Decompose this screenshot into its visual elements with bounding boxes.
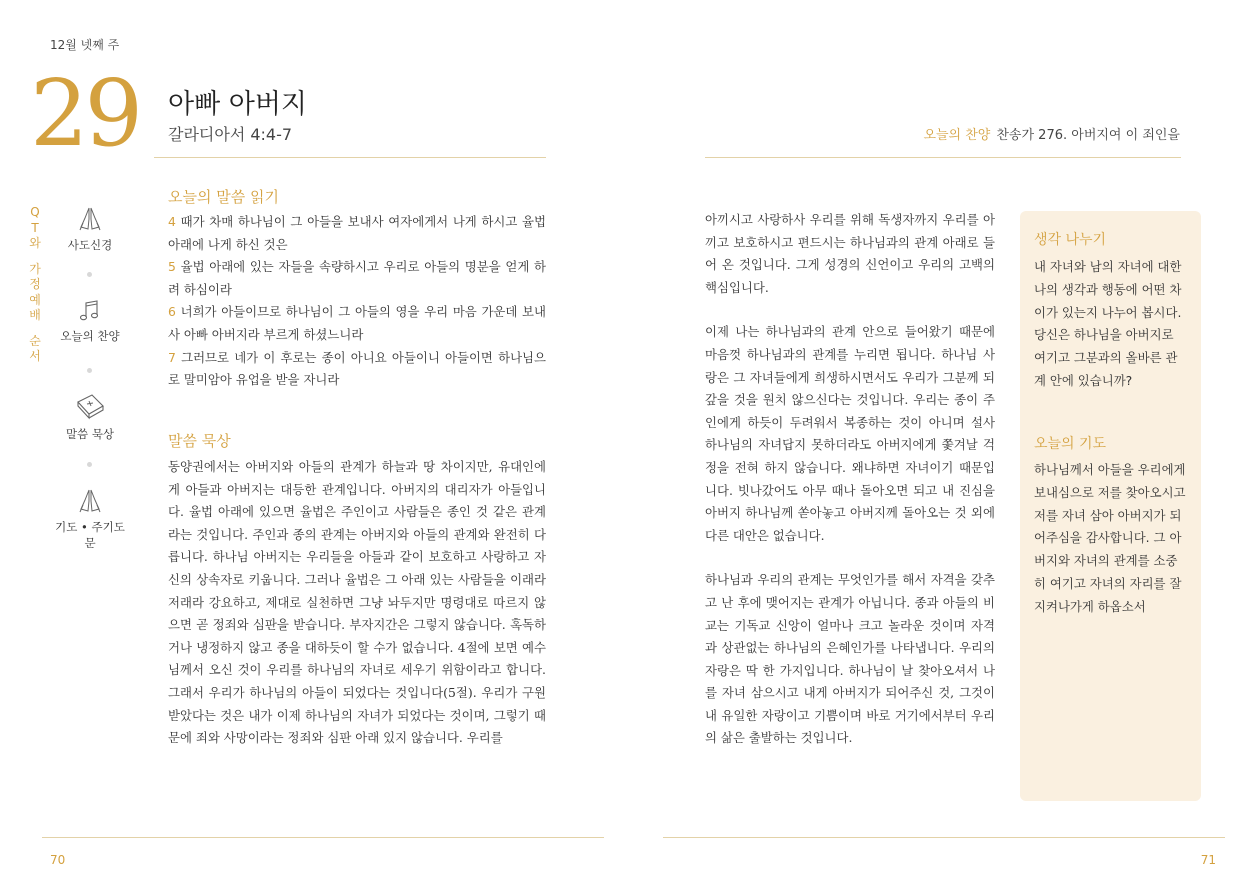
hymn-label: 오늘의 찬양 bbox=[923, 128, 991, 143]
header-divider-left bbox=[154, 157, 546, 158]
music-note-icon bbox=[77, 298, 103, 324]
verse bbox=[168, 211, 546, 256]
vertical-char: 예 bbox=[29, 292, 41, 307]
verse bbox=[168, 347, 546, 392]
vertical-char: 서 bbox=[29, 349, 41, 363]
prayer-text: 하나님께서 아들을 우리에게 보내심으로 저를 찾아오시고 저를 자녀 삼아 아버지가 되어주심을 감사합니다. 그 아버지와 자녀의 관계를 소중히 여기고 자녀의 자리를 잘 지켜나가게 하옵소서 bbox=[1034, 462, 1186, 614]
vertical-char: Q bbox=[30, 205, 40, 219]
footer-divider-right bbox=[663, 837, 1225, 838]
sidebar-item-label: 사도신경 bbox=[67, 238, 113, 252]
praying-hands-icon bbox=[76, 487, 104, 515]
separator-dot bbox=[87, 272, 92, 277]
today-hymn bbox=[923, 124, 1180, 143]
vertical-char: 순 bbox=[29, 333, 41, 348]
praying-hands-icon bbox=[76, 205, 104, 233]
bible-icon bbox=[74, 392, 106, 422]
sidebar-item-hymn bbox=[55, 298, 125, 344]
verse-number: 6 bbox=[168, 304, 176, 320]
vertical-char: 와 bbox=[29, 236, 41, 250]
meditation-paragraph: 이제 나는 하나님과의 관계 안으로 들어왔기 때문에 마음껏 하나님과의 관계를 누리면 됩니다. 하나님 사랑은 그 자녀들에게 희생하시면서도 우리가 그분께 되갚을 것을 원치 않으신다는 것입니다. 우리는 종이 주인에게 하듯이 두려워서 복종하는 것이 아니며 설사 하나님의 자녀답지 못하더라도 아버지에게 쫓겨날 걱정을 전혀 하지 않습니다. 왜냐하면 자녀이기 때문입니다. 빗나갔어도 아무 때나 돌아오면 되고 내 진심을 아버지 하나님께 쏟아놓고 아버지께 돌아오는 것 외에 다른 대안은 없습니다. bbox=[705, 324, 995, 543]
vertical-char: 정 bbox=[29, 277, 41, 291]
meditation-paragraph: 아끼시고 사랑하사 우리를 위해 독생자까지 우리를 아끼고 보호하시고 편드시는 하나님과의 관계 아래로 들어 온 것입니다. 그게 성경의 신언이고 우리의 고백의 핵심입니다. bbox=[705, 212, 995, 295]
verse-text: 그러므로 네가 이 후로는 종이 아니요 아들이니 아들이면 하나님으로 말미암아 유업을 받을 자니라 bbox=[168, 349, 546, 388]
scripture-verses bbox=[168, 211, 546, 392]
page-number-right: 71 bbox=[1200, 853, 1216, 867]
meditation-heading: 말씀 묵상 bbox=[168, 432, 231, 450]
share-text: 내 자녀와 남의 자녀에 대한 나의 생각과 행동에 어떤 차이가 있는지 나누어 봅시다. 당신은 하나님을 아버지로 여기고 그분과의 올바른 관계 안에 있습니까? bbox=[1034, 259, 1182, 388]
page-number-left: 70 bbox=[50, 853, 66, 867]
reading-heading: 오늘의 말씀 읽기 bbox=[168, 188, 279, 206]
week-label: 12월 넷째 주 bbox=[50, 38, 120, 52]
header-divider-right bbox=[705, 157, 1181, 158]
verse bbox=[168, 301, 546, 346]
qt-worship-order-label bbox=[28, 205, 42, 365]
meditation-text-left: 동양권에서는 아버지와 아들의 관계가 하늘과 땅 차이지만, 유대인에게 아들과 아버지는 대등한 관계입니다. 아버지의 대리자가 아들입니다. 율법 아래에 있으면 율법은 주인이고 사람들은 종인 것 같은 관계라는 것입니다. 주인과 종의 관계는 아버지와 아들의 관계와 완전히 다릅니다. 하나님 아버지는 우리들을 아들과 같이 보호하고 사랑하고 자신의 상속자로 키웁니다. 그러나 율법은 그 아래 있는 사람들을 이래라 저래라 강요하고, 제대로 실천하면 그냥 놔두지만 명령대로 따르지 않으면 곧 정죄와 심판을 받습니다. 부자지간은 그렇지 않습니다. 혹독하거나 냉정하지 않고 종을 대하듯이 할 수가 없습니다. 4절에 보면 예수님께서 오신 것이 우리를 하나님의 자녀로 세우기 위함이라고 합니다. 그래서 우리가 하나님의 아들이 되었다는 것입니다(5절). 우리가 구원받았다는 것은 내가 이제 하나님의 자녀가 되었다는 것이며, 그렇기 때문에 죄와 사망이라는 정죄와 심판 아래 있지 않습니다. 우리를 bbox=[168, 459, 546, 746]
sidebar-item-label: 말씀 묵상 bbox=[65, 427, 115, 441]
scripture-reference: 갈라디아서 4:4-7 bbox=[168, 125, 293, 144]
sidebar-item-prayer bbox=[55, 487, 125, 551]
share-heading: 생각 나누기 bbox=[1034, 232, 1107, 248]
meditation-paragraph: 하나님과 우리의 관계는 무엇인가를 해서 자격을 갖추고 난 후에 맺어지는 관계가 아닙니다. 종과 아들의 비교는 기독교 신앙이 얼마나 크고 놀라운 것이며 자격과 상관없는 하나님의 은혜인가를 나타냅니다. 우리의 자랑은 딱 한 가지입니다. 하나님이 날 찾아오셔서 나를 자녀 삼으시고 내게 아버지가 되어주신 것, 그것이 내 유일한 자랑이고 기쁨이며 바로 거기에서부터 우리의 삶은 출발하는 것입니다. bbox=[705, 572, 995, 746]
vertical-char: 배 bbox=[29, 308, 41, 322]
verse-number: 4 bbox=[168, 214, 176, 229]
share-prayer-box bbox=[1020, 211, 1201, 801]
separator-dot bbox=[87, 368, 92, 373]
separator-dot bbox=[87, 462, 92, 467]
page-title: 아빠 아버지 bbox=[168, 89, 307, 120]
sidebar-item-creed bbox=[55, 205, 125, 253]
vertical-char: T bbox=[31, 220, 39, 235]
verse-text: 너희가 아들이므로 하나님이 그 아들의 영을 우리 마음 가운데 보내사 아빠 아버지라 부르게 하셨느니라 bbox=[168, 304, 546, 342]
sidebar-item-meditation bbox=[55, 392, 125, 442]
sidebar-item-label: 기도 • 주기도문 bbox=[55, 520, 125, 550]
verse-number: 7 bbox=[168, 349, 176, 365]
sidebar-item-label: 오늘의 찬양 bbox=[60, 329, 120, 343]
day-number: 29 bbox=[30, 60, 140, 167]
footer-divider-left bbox=[42, 837, 604, 838]
vertical-char: 가 bbox=[29, 261, 41, 276]
meditation-text-right bbox=[705, 209, 995, 750]
prayer-heading: 오늘의 기도 bbox=[1034, 436, 1107, 452]
verse-text: 때가 차매 하나님이 그 아들을 보내사 여자에게서 나게 하시고 율법 아래에 나게 하신 것은 bbox=[168, 214, 546, 252]
verse bbox=[168, 256, 546, 301]
verse-number: 5 bbox=[168, 259, 176, 275]
verse-text: 율법 아래에 있는 자들을 속량하시고 우리로 아들의 명분을 얻게 하려 하심이라 bbox=[168, 259, 546, 297]
hymn-text: 찬송가 276. 아버지여 이 죄인을 bbox=[996, 128, 1180, 143]
